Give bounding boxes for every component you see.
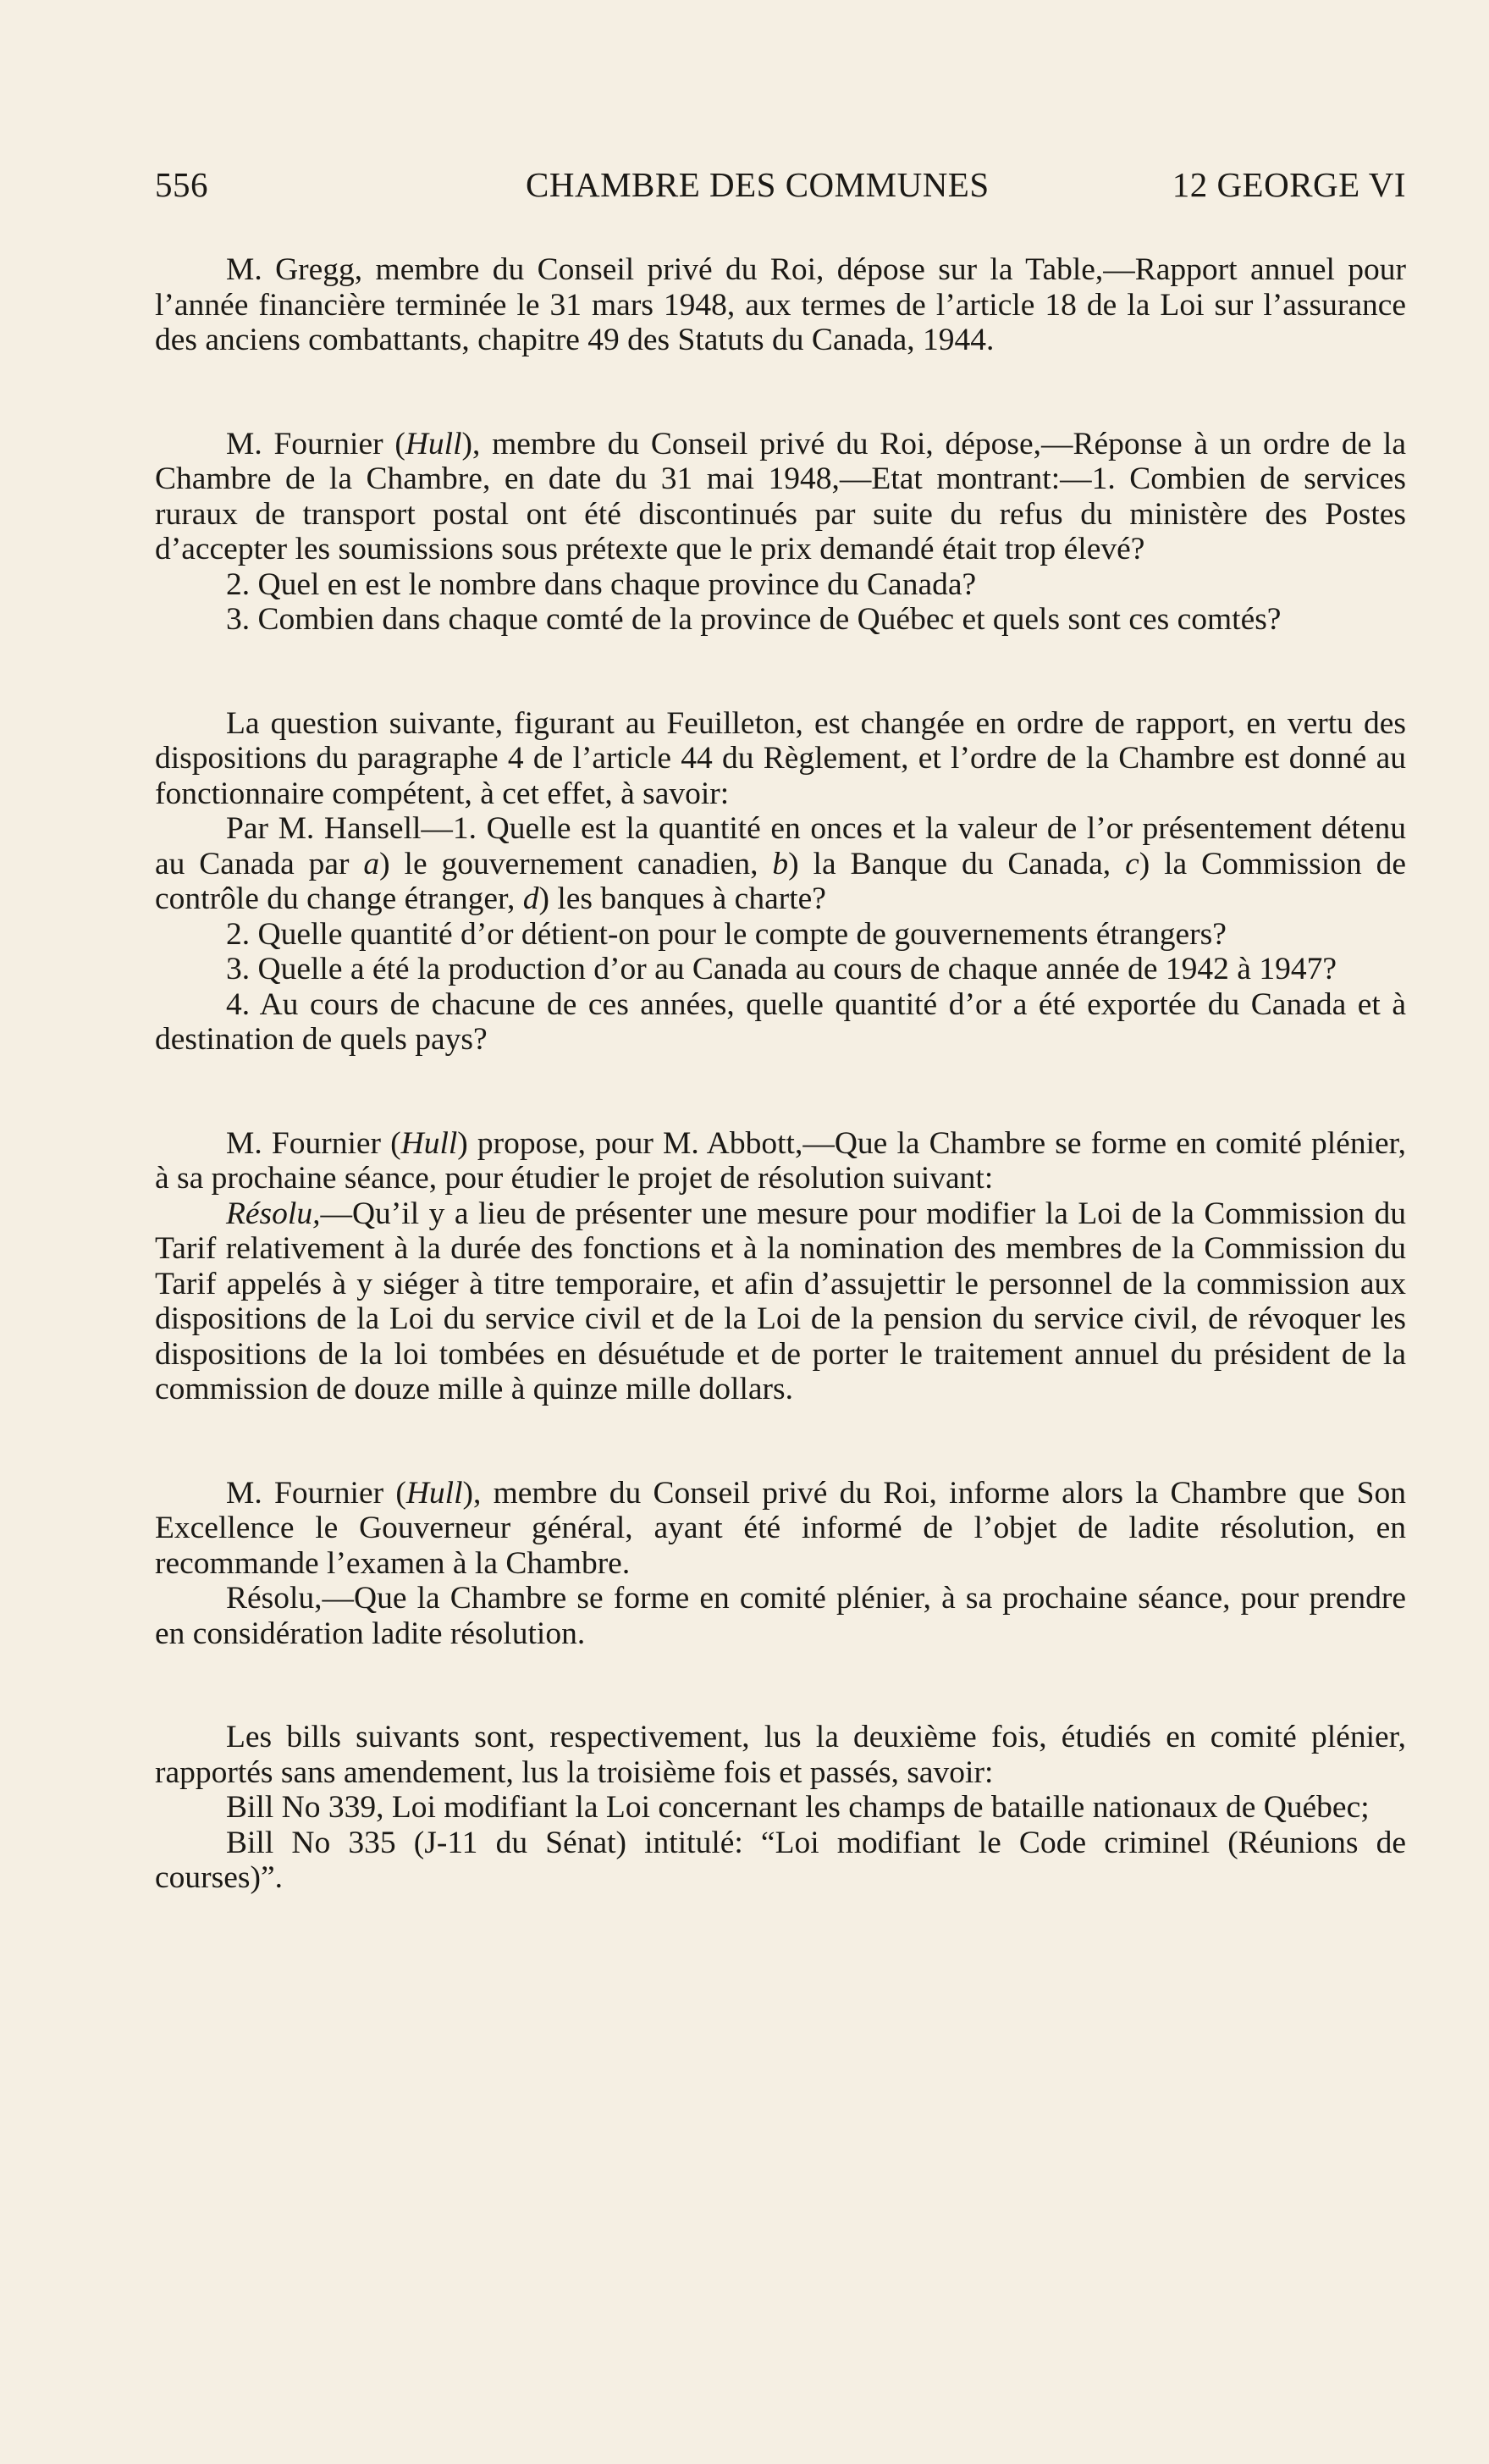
header-reign: 12 GEORGE VI — [1172, 165, 1406, 204]
question-3: 3. Quelle a été la production d’or au Canada au cours de chaque année de 1942 à 1947? — [226, 952, 1337, 986]
question-4: 4. Au cours de chacune de ces années, quelle quantité d’or a été exportée du Canada et à destination de quels pays? — [155, 986, 1406, 1057]
page-body — [155, 252, 1406, 1896]
paragraph-intro: Les bills suivants sont, respectivement, lus la deuxième fois, étudiés en comité plénier, rapportés sans amendement, lus la troisième fois et passés, savoir: — [155, 1720, 1406, 1790]
paragraph-intro: La question suivante, figurant au Feuilleton, est changée en ordre de rapport, en vertu des dispositions du paragraphe 4 de l’article 44 du Règlement, et l’ordre de la Chambre est donné au fonctionnaire compétent, à cet effet, à savoir: — [155, 705, 1406, 811]
question-1: Par M. Hansell—1. Quelle est la quantité en onces et la valeur de l’or présentement détenu au Canada par a) le gouvernement canadien, b) la Banque du Canada, c) la Commission de contrôle du change étranger, d) les banques à charte? — [155, 811, 1406, 916]
entry-fournier-recommendation — [155, 1476, 1406, 1652]
resolution: Résolu,—Qu’il y a lieu de présenter une mesure pour modifier la Loi de la Commission du Tarif relativement à la durée des fonctions et à la nomination des membres de la Commission du Tarif appelés à y siéger à titre temporaire, et afin d’assujettir le personnel de la commission aux dispositions de la Loi du service civil et de la Loi de la pension du service civil, de révoquer les dispositions de la loi tombées en désuétude et de porter le traitement annuel du président de la commission de douze mille à quinze mille dollars. — [155, 1196, 1406, 1406]
question-2: 2. Quel en est le nombre dans chaque province du Canada? — [226, 566, 977, 602]
page-number: 556 — [155, 165, 208, 204]
paragraph: M. Fournier (Hull), membre du Conseil privé du Roi, dépose,—Réponse à un ordre de la Chambre de la Chambre, en date du 31 mai 1948,—Etat montrant:—1. Combien de services ruraux de transport postal ont été discontinués par suite du refus du ministère des Postes d’accepter les soumissions sous prétexte que le prix demandé était trop élevé? — [155, 426, 1406, 566]
bill-335: Bill No 335 (J-11 du Sénat) intitulé: “Loi modifiant le Code criminel (Réunions de courses)”. — [155, 1825, 1406, 1895]
header-title: CHAMBRE DES COMMUNES — [526, 165, 990, 204]
bill-339: Bill No 339, Loi modifiant la Loi concernant les champs de bataille nationaux de Québec; — [226, 1790, 1370, 1825]
paragraph: M. Gregg, membre du Conseil privé du Roi, dépose sur la Table,—Rapport annuel pour l’année financière terminée le 31 mars 1948, aux termes de l’article 18 de la Loi sur l’assurance des anciens combattants, chapitre 49 des Statuts du Canada, 1944. — [155, 252, 1406, 357]
entry-bills — [155, 1720, 1406, 1896]
paragraph: M. Fournier (Hull), membre du Conseil privé du Roi, informe alors la Chambre que Son Excellence le Gouverneur général, ayant été informé de l’objet de ladite résolution, en recommande l’examen à la Chambre. — [155, 1475, 1406, 1581]
resolution: Résolu,—Que la Chambre se forme en comité plénier, à sa prochaine séance, pour prendre en considération ladite résolution. — [155, 1581, 1406, 1651]
entry-fournier-return — [155, 427, 1406, 638]
question-2: 2. Quelle quantité d’or détient-on pour le compte de gouvernements étrangers? — [226, 916, 1227, 952]
entry-question-transfer — [155, 706, 1406, 1058]
question-3: 3. Combien dans chaque comté de la province de Québec et quels sont ces comtés? — [226, 602, 1282, 637]
entry-gregg-report — [155, 252, 1406, 358]
entry-fournier-motion — [155, 1126, 1406, 1407]
paragraph: M. Fournier (Hull) propose, pour M. Abbott,—Que la Chambre se forme en comité plénier, à sa prochaine séance, pour étudier le projet de résolution suivant: — [155, 1125, 1406, 1196]
running-header — [155, 159, 1406, 210]
